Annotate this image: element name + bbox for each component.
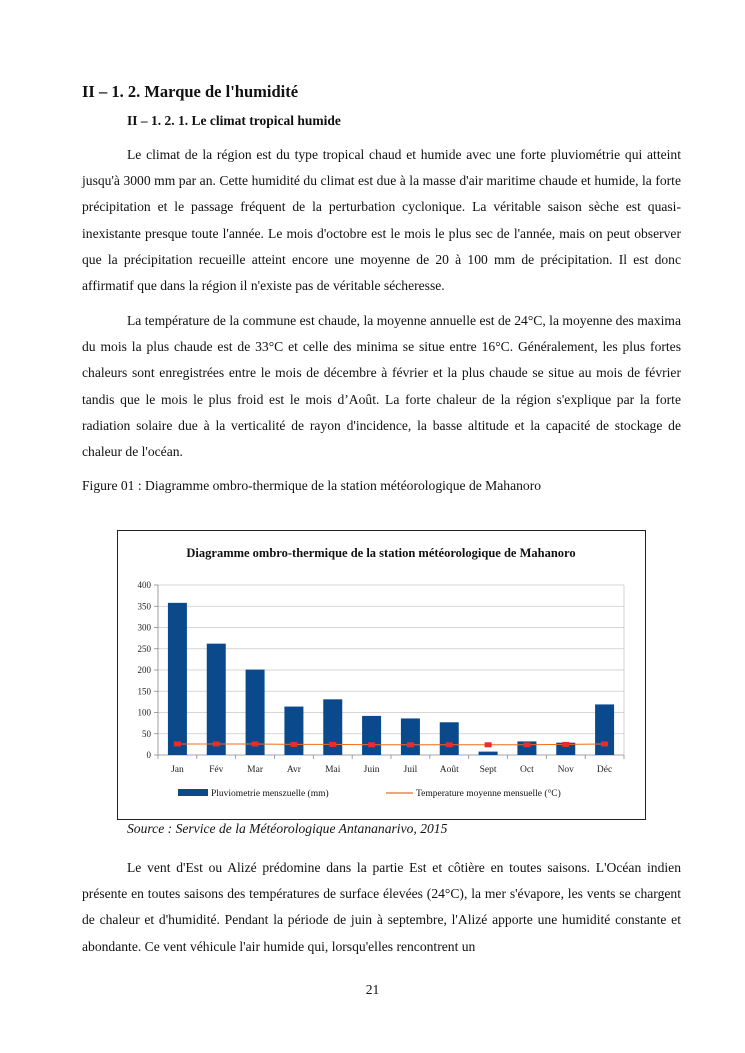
temperature-point-Juin [368,742,375,747]
bar-Août [440,722,459,755]
bar-Avr [284,707,303,755]
temperature-point-Juil [407,742,414,747]
temperature-point-Avr [290,742,297,747]
x-tick-label: Avr [286,765,301,775]
paragraph-temperature: La température de la commune est chaude, la moyenne annuelle est de 24°C, la moyenne des maxima du mois la plus chaude est de 33°C et celle des minima se situe entre 16°C. Généralement, les plus fortes chaleurs sont enregistrées entre le mois de décembre à février et la plus chaude se situe au mois de février tandis que le mois le plus froid est le mois d’Août. La forte chaleur de la région s'explique par la forte radiation solaire due à la verticalité de rayon d'incidence, la basse altitude et la capacité de stockage de chaleur de l'océan. [82,313,681,460]
temperature-point-Mar [252,741,259,746]
subsection-heading: II – 1. 2. 1. Le climat tropical humide [127,113,341,128]
x-tick-label: Déc [596,765,613,775]
temperature-point-Oct [523,742,530,747]
bar-Sept [479,752,498,755]
x-tick-label: Fév [209,765,224,775]
y-tick-label: 300 [137,622,151,633]
temperature-line [177,744,604,745]
y-tick-label: 0 [146,750,151,760]
temperature-point-Mai [329,742,336,747]
x-tick-label: Août [439,765,459,775]
x-tick-label: Nov [557,765,574,775]
figure-source: Source : Service de la Météorologique Antananarivo, 2015 [127,821,448,836]
y-tick-label: 100 [137,707,151,718]
temperature-point-Jan [174,741,181,746]
x-tick-label: Jan [171,765,184,775]
chart-legend [178,788,561,799]
temperature-point-Nov [562,742,569,747]
y-tick-label: 50 [142,728,151,739]
chart-bars [168,603,614,755]
page-number: 21 [365,982,380,997]
figure-caption: Figure 01 : Diagramme ombro-thermique de la station météorologique de Mahanoro [82,478,542,493]
chart-svg [118,531,645,819]
section-heading: II – 1. 2. Marque de l'humidité [82,82,299,101]
y-tick-label: 200 [137,665,151,675]
bar-Juin [362,716,381,755]
chart-gridlines [158,585,624,755]
x-tick-label: Juil [403,765,418,775]
ombrothermic-chart [117,530,646,820]
bar-Jan [168,603,187,755]
y-tick-label: 350 [137,601,151,612]
chart-temperature [174,741,608,747]
legend-bar-swatch [178,789,208,796]
legend-temp-label: Temperature moyenne mensuelle (°C) [416,789,561,799]
paragraph-climate: Le climat de la région est du type tropical chaud et humide avec une forte pluviométrie qui atteint jusqu'à 3000 mm par an. Cette humidité du climat est due à la masse d'air maritime chaude et humide, la forte précipitation et le passage fréquent de la perturbation cyclonique. La véritable saison sèche est quasi-inexistante presque toute l'année. Le mois d'octobre est le mois le plus sec de l'année, mais on peut observer que la précipitation recueille atteint encore une moyenne de 20 à 100 mm de précipitation. Il est donc affirmatif que dans la région il n'existe pas de véritable sécheresse. [82,147,681,294]
y-tick-label: 150 [137,686,151,697]
y-tick-label: 400 [137,580,151,590]
paragraph-wind: Le vent d'Est ou Alizé prédomine dans la partie Est et côtière en toutes saisons. L'Océan indien présente en toutes saisons des températures de surface élevées (24°C), la mer s'évapore, les vents se chargent de chaleur et d'humidité. Pendant la période de juin à septembre, l'Alizé apporte une humidité constante et abondante. Ce vent véhicule l'air humide qui, lorsqu'elles rencontrent un [82,860,681,954]
legend-bar-label: Pluviometrie menszuelle (mm) [211,789,329,799]
y-tick-label: 250 [137,643,151,654]
x-tick-label: Sept [479,765,497,775]
temperature-point-Août [446,742,453,747]
temperature-point-Déc [601,741,608,746]
x-tick-label: Mai [325,765,341,775]
x-tick-label: Juin [363,765,380,775]
bar-Fév [207,644,226,755]
x-tick-label: Oct [520,765,534,775]
bar-Juil [401,718,420,755]
temperature-point-Sept [485,742,492,747]
x-tick-label: Mar [247,765,263,775]
chart-title: Diagramme ombro-thermique de la station météorologique de Mahanoro [186,546,576,560]
bar-Déc [595,704,614,755]
temperature-point-Fév [213,741,220,746]
